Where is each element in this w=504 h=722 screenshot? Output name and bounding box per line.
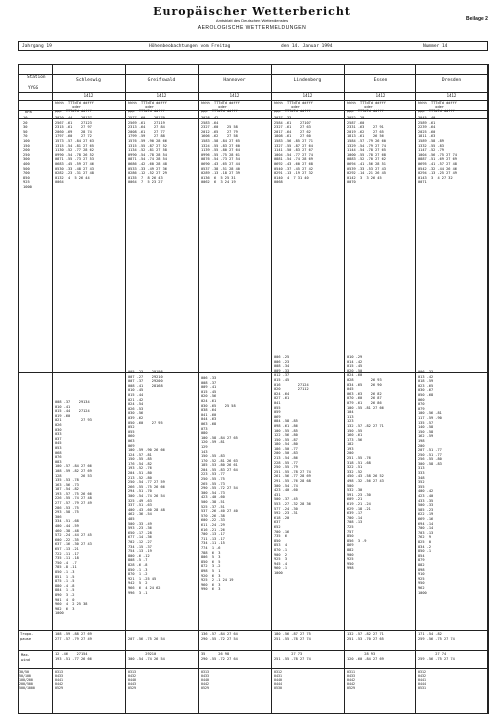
- station-name: Dresden: [441, 78, 462, 83]
- station-name: Hannover: [223, 78, 246, 83]
- column-divider: [271, 64, 272, 714]
- row-divider: [18, 74, 488, 75]
- layer-labels: 30/50 50/100 100/200 200/500 500/1000: [19, 670, 35, 691]
- report-subtitle: AEROLOGISCHE WETTERMELDUNGEN: [197, 25, 307, 31]
- maxwind-block: 28 93 120 -60 -84 27 69: [347, 652, 384, 661]
- row-divider: [18, 630, 488, 631]
- tropopause-block: 180 -56 -87 27 75 251 -55 -78 27 74: [274, 632, 311, 641]
- station-name: Lindenberg: [293, 78, 322, 83]
- standard-levels-block: 3052 -29 2587 -60 2331 -63 27 91 2019 -62 27 65 1813 -61 26 56 1584 -57 -79 26 60 1329 -54 -79 27 74 1144 -54 -78 27 65 1000 -55 -78 27 68 0883 -52 -70 27 62 0694 -41 -56 28 51 0539 -33 -53 27 43 0292 -14 -21 26 45 0142 3 3 26 45 0070: [347, 116, 386, 185]
- significant-levels-block: 010 -29 014 -42 015 -45 020 -50 024 -60 028 26 93 034 -65 26 90 045 063 -63 26 82 070 -60 26 87 079 -61 26 86 100 -55 -81 27 66 104 113 123 132 -57 -82 27 71 150 -55 160 -61 173 -56 182 193 200 251 -55 -76 318 -51 -68 322 -51 332 -52 450 -43 -58 26 52 498 -32 -56 27 43 500 532 -30 591 -23 -30 609 -21 619 -21 -24 629 -18 -21 639 -17 700 -14 708 -13 725 757 850 856 3 -9 869 882 900 925 950 998: [347, 355, 384, 571]
- significant-levels-block: 006 -33 008 -37 009 -41 015 -45 020 -56 024 -61 030 -65 25 58 038 -64 041 -60 044 -63 063 -68 073 080 100 -58 -84 27 65 120 -59 -81 129 143 150 -55 -83 170 -52 -81 26 63 185 -53 -80 26 61 204 -55 -83 27 64 223 -53 -77 250 -55 -75 265 -55 -73 290 -55 -72 27 54 300 -54 -73 423 -40 -60 500 -38 -51 525 -37 -51 537 -26 -40 27 40 570 -26 -38 600 -22 -33 611 -24 -29 616 -21 -26 700 -13 -17 711 -13 -17 734 -11 -15 774 1 -6 788 6 3 806 5 3 850 6 5 872 3 -2 898 5 1 920 6 3 925 2 -1 24 19 960 6 3 990 6 3: [201, 376, 238, 592]
- maxwind-block: 27 73 251 -55 -78 27 74: [274, 652, 311, 661]
- column-divider: [52, 64, 53, 714]
- station-time: 1412: [375, 93, 386, 98]
- column-header: hhhh TTTdTd ddfff oder ppp TTTdTd ddfff: [347, 101, 386, 114]
- significant-levels-block: 005 -23 29198 007 -27 29210 007 -37 29200 008 -41 28168 010 -45 015 -44 021 -42 024 -54 026 -53 030 -56 039 -62 050 -60 27 95 052 055 060 063 069 100 -59 -90 26 66 124 -57 -81 150 -55 -85 176 -54 -82 193 -52 -76 204 -51 -80 213 -52 -80 250 -54 -77 27 59 266 -55 -75 26 66 294 -51 -70 300 -54 -74 26 54 325 -49 -63 337 -51 -63 400 -43 -60 28 48 462 -36 -54 485 500 -33 -49 593 -23 -36 650 -17 -28 677 -14 -36 702 -12 -27 734 -15 -37 754 -13 -19 800 -6 -12 808 -5 -7 828 -6 -8 850 -1 -3 870 1 -2 921 1 -25 45 942 5 2 966 6 4 24 62 996 3 -1: [128, 370, 165, 595]
- issue-number: Nummer 14: [423, 44, 448, 49]
- column-header: hhhh TTTdTd ddfff oder ppp TTTdTd ddfff: [201, 101, 240, 114]
- layer-thickness-block: 0313 0433 0440 0442 0529: [201, 670, 209, 691]
- row-divider: [18, 650, 488, 651]
- tropopause-block: 171 -54 -82 259 -56 -75 27 74: [418, 632, 455, 641]
- report-title: Europäischer Wetterbericht: [153, 5, 351, 18]
- station-time: 1412: [446, 93, 457, 98]
- standard-levels-block: 3037 -33 2584 -61 27107 2327 -61 27 63 2017 -64 27 62 1808 -61 27 60 1583 -56 -85 27 71 1327 -55 -87 27 64 1141 -50 -83 27 67 1004 -54 -77 27 74 0881 -54 -74 28 69 0692 -43 -60 27 68 0540 -37 -45 27 42 0291 -13 -19 27 32 0140 4 7 31 40 0068: [274, 116, 313, 185]
- layer-thickness-block: 0311 0433 0442 0442 0529: [347, 670, 355, 691]
- station-time: 1412: [83, 93, 94, 98]
- column-divider: [415, 64, 416, 714]
- station-time: 1412: [156, 93, 167, 98]
- tropopause-block: 108 -59 -88 27 69 277 -57 -79 27 49: [55, 632, 92, 641]
- column-header: hhhh TTTdTd ddfff oder ppp TTTdTd ddfff: [418, 101, 457, 114]
- column-header: hhhh TTTdTd ddfff oder ppp TTTdTd ddfff: [55, 101, 94, 114]
- tropopause-block: 136 -57 -84 27 64 290 -55 -72 27 54: [201, 632, 238, 641]
- jahrgang: Jahrgang 19: [22, 44, 52, 49]
- maxwind-block: 27 74 259 -56 -75 27 74: [418, 652, 455, 661]
- info-bar: [18, 41, 488, 51]
- significant-levels-block: 008 -37 29134 010 -41 015 -44 27124 019 -60 021 27 93 026 030 033 037 045 053 068 076 083 100 -57 -84 27 66 108 -59 -82 27 69 128 26 53 135 -53 -78 163 -56 -73 187 -54 -82 193 -57 -75 26 66 226 -55 -74 27 48 277 -57 -79 27 49 286 -53 -75 293 -58 -75 306 334 -51 -68 400 -44 -59 460 -38 -48 572 -24 -44 27 45 600 -22 -35 637 -16 -30 27 43 657 -13 -21 722 -11 -17 735 -11 -18 750 -4 -7 785 -8 -11 850 -1 -3 851 1 -5 875 -1 -5 880 -4 -8 884 1 -5 890 3 -2 901 4 0 960 4 2 25 38 982 6 3 1000: [55, 400, 92, 616]
- column-header: hhhh TTTdTd ddfff oder ppp TTTdTd ddfff: [274, 101, 313, 114]
- layer-thickness-block: 0312 0432 0441 0444 0531: [418, 670, 426, 691]
- station-name: Schleswig: [76, 78, 101, 83]
- layer-thickness-block: 0313 0433 0441 0442 0529: [55, 670, 63, 691]
- standard-levels-block: 3045 -40 2589 -61 2239 -64 2025 -60 1811 -63 1589 -58 -89 1332 -55 -83 1147 -52 -79 1004 -56 -75 27 74 0887 -51 -69 27 69 0695 -41 -57 27 48 0542 -32 -44 26 46 0294 -13 -25 27 49 0143 3 4 27 32 0071: [418, 116, 457, 185]
- yyggi-label: YYGG: [28, 85, 39, 90]
- tropopause-block: 207 -56 -75 26 54: [128, 636, 165, 641]
- column-divider: [198, 64, 199, 714]
- column-header: hhhh TTTdTd ddfff oder ppp TTTdTd ddfff: [128, 101, 167, 114]
- significant-levels-block: 006 -33 013 -42 018 -59 023 -65 030 -67 050 -68 060 070 079 100 -56 -81 117 -59 -90 135 -57 140 -58 150 -58 162 -59 198 200 207 -51 -77 250 -51 -77 256 -55 -80 300 -58 -83 313 333 348 352 355 400 -42 423 -40 433 -35 500 -33 585 -23 622 -19 669 -16 694 -14 700 -14 703 -13 762 9 825 0 834 -2 850 -1 854 879 882 898 910 925 950 962 1000: [418, 370, 442, 595]
- publisher-line: Amtsblatt des Deutschen Wetterdienstes: [215, 18, 289, 23]
- maxwind-label: Max. wind: [21, 653, 30, 662]
- layer-thickness-block: 0313 0432 0440 0443 0529: [128, 670, 136, 691]
- station-time: 1412: [229, 93, 240, 98]
- column-divider: [125, 64, 126, 714]
- significant-levels-block: 006 -25 006 -23 008 -34 009 -33 012 -37 015 -45 016 27124 020 27112 024 -64 027 -61 041 055 059 069 084 -58 -85 098 -61 -86 100 -55 -85 122 -56 -80 150 -55 -87 180 -54 -80 186 -50 -77 200 -50 -83 213 -54 -86 228 -55 -77 250 -55 -79 251 -55 -78 27 74 261 -56 -77 28 69 291 -55 -76 28 68 300 -54 -74 423 -40 -60 431 500 -37 -45 553 -27 -32 28 36 577 -24 -30 592 -23 -31 618 -20 637 652 700 -16 735 6 850 853 4 870 -1 900 2 925 3 945 -4 960 -1 1000: [274, 355, 311, 575]
- maxwind-block: 35 26 98 290 -55 -72 27 64: [201, 652, 238, 661]
- standard-levels-block: 3020 -44 28137 2567 -61 27123 2315 -61 27 97 2060 -69 28 74 1797 -60 27 72 1573 -57 -84 27 63 1315 -54 -81 27 65 1130 -52 -77 28 62 0990 -54 -78 26 52 0871 -55 -73 27 53 0683 -45 -59 27 46 0530 -33 -48 27 43 0282 -23 -31 27 48 0132 4 5 26 44 0064: [55, 116, 94, 185]
- row-divider: [18, 668, 488, 669]
- observation-title: Höhenbeobachtungen vom Freitag: [149, 44, 231, 49]
- station-name: Essen: [373, 78, 388, 83]
- layer-thickness-block: 0312 0431 0440 0444 0530: [274, 670, 282, 691]
- maxwind-block: 12 -46 27154 193 -51 -77 26 66: [55, 652, 92, 661]
- station-time: 1412: [302, 93, 313, 98]
- hpa-label: hPa: [25, 110, 32, 114]
- tropopause-block: 132 -57 -82 27 71 251 -53 -70 27 65: [347, 632, 384, 641]
- station-label: Station: [27, 75, 46, 80]
- observation-date: den 14. Januar 1994: [281, 44, 333, 49]
- standard-levels-block: 3028 -42 2583 -64 2327 -60 25 58 2012 -65 27 79 1606 -62 27 58 1583 -58 -84 27 65 1324 -55 -83 27 60 1139 -55 -80 27 64 0996 -55 -75 28 61 0876 -54 -73 27 54 0690 -43 -65 27 44 0537 -38 -51 28 40 0289 -13 -18 27 39 0136 6 5 25 31 0062 6 3 24 19: [201, 116, 240, 185]
- pressure-levels: 10 20 30 50 70 100 150 200 250 300 400 500 700 850 925 1000: [23, 116, 32, 189]
- standard-levels-block: 2577 -60 28170 2569 -61 27119 2313 -64 27 84 2008 -61 27 77 1799 -59 27 88 1576 -59 -90 28 66 1315 -55 -87 27 52 1134 -52 -81 27 58 0990 -54 -78 28 54 0871 -54 -74 28 54 0686 -42 -60 28 48 0533 -33 -49 27 36 0286 -12 -52 27 29 0135 7 8 26 43 0064 7 5 23 27: [128, 116, 167, 185]
- maxwind-block: 29210 300 -54 -74 26 54: [128, 652, 165, 661]
- column-divider: [488, 64, 489, 714]
- tropopause-label: Tropo- pause: [20, 632, 34, 641]
- station-name: Greifswald: [147, 78, 176, 83]
- beilage-label: Beilage 2: [466, 16, 488, 22]
- column-divider: [344, 64, 345, 714]
